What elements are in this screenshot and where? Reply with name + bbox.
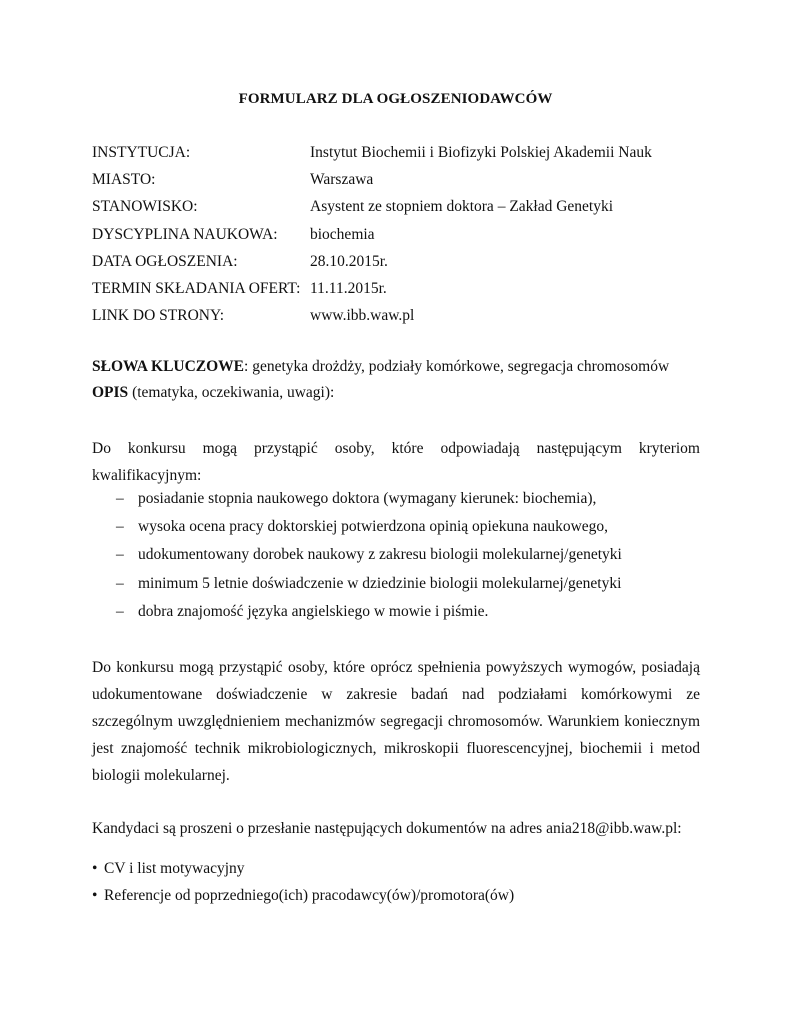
info-label: DYSCYPLINA NAUKOWA:	[92, 225, 278, 243]
info-row-institution	[92, 143, 712, 170]
list-item-text: minimum 5 letnie doświadczenie w dziedzinie biologii molekularnej/genetyki	[138, 574, 622, 592]
opis-label: OPIS	[92, 384, 129, 401]
opis-text: (tematyka, oczekiwania, uwagi):	[128, 384, 335, 401]
info-value: 28.10.2015r.	[310, 252, 388, 270]
keywords-label: SŁOWA KLUCZOWE	[92, 358, 245, 375]
info-label: MIASTO:	[92, 171, 156, 189]
list-item-text: udokumentowany dorobek naukowy z zakresu biologii molekularnej/genetyki	[138, 546, 622, 564]
info-table	[92, 143, 712, 333]
info-row-position	[92, 197, 712, 224]
list-item	[92, 886, 514, 913]
list-item	[116, 545, 706, 573]
list-item	[116, 574, 706, 602]
criteria-list	[116, 489, 706, 630]
website-link[interactable]: www.ibb.waw.pl	[310, 307, 415, 325]
intro-paragraph	[92, 435, 700, 489]
list-item	[116, 602, 706, 630]
documents-list	[92, 859, 514, 913]
info-row-city	[92, 170, 712, 197]
paragraph-line: Do konkursu mogą przystąpić osoby, które odpowiadają następującym kryteriom	[92, 440, 700, 457]
list-item-text: Referencje od poprzedniego(ich) pracodawcy(ów)/promotora(ów)	[104, 887, 515, 904]
dash-marker: –	[116, 518, 124, 536]
paragraph-line: szczególnym uwzględnieniem mechanizmów segregacji chromosomów. Warunkiem koniecznym	[92, 713, 700, 730]
dash-marker: –	[116, 490, 124, 507]
info-label: DATA OGŁOSZENIA:	[92, 252, 238, 270]
info-value: Asystent ze stopniem doktora – Zakład Genetyki	[310, 198, 614, 216]
requirements-paragraph	[92, 654, 700, 789]
info-value: 11.11.2015r.	[310, 279, 387, 297]
info-row-discipline	[92, 225, 712, 252]
info-value: biochemia	[310, 225, 375, 243]
info-label: INSTYTUCJA:	[92, 144, 191, 161]
info-value: Warszawa	[310, 171, 374, 189]
list-item-text: wysoka ocena pracy doktorskiej potwierdzona opinią opiekuna naukowego,	[138, 518, 609, 536]
paragraph-line: kwalifikacyjnym:	[92, 467, 202, 484]
paragraph-line: Do konkursu mogą przystąpić osoby, które oprócz spełnienia powyższych wymogów, posiadają	[92, 659, 700, 676]
list-item	[92, 859, 514, 886]
info-label: TERMIN SKŁADANIA OFERT:	[92, 279, 301, 297]
list-item	[116, 517, 706, 545]
keywords-text: : genetyka drożdży, podziały komórkowe, segregacja chromosomów	[244, 358, 670, 375]
info-label: LINK DO STRONY:	[92, 307, 225, 325]
info-label: STANOWISKO:	[92, 198, 198, 216]
dash-marker: –	[116, 574, 124, 592]
paragraph-line: jest znajomość technik mikrobiologicznych, mikroskopii fluorescencyjnej, biochemii i metod	[92, 740, 700, 757]
info-row-deadline	[92, 279, 712, 306]
documents-intro: Kandydaci są proszeni o przesłanie następujących dokumentów na adres ania218@ibb.waw.pl:	[92, 820, 682, 837]
bullet-marker: •	[92, 887, 98, 904]
dash-marker: –	[116, 546, 124, 564]
dash-marker: –	[116, 602, 124, 620]
paragraph-line: biologii molekularnej.	[92, 767, 230, 784]
opis-line	[92, 383, 712, 409]
info-row-link	[92, 306, 712, 333]
info-value: Instytut Biochemii i Biofizyki Polskiej Akademii Nauk	[310, 144, 652, 161]
bullet-marker: •	[92, 860, 98, 877]
list-item	[116, 489, 706, 517]
list-item-text: CV i list motywacyjny	[104, 860, 245, 877]
info-row-announcement-date	[92, 252, 712, 279]
list-item-text: posiadanie stopnia naukowego doktora (wymagany kierunek: biochemia),	[138, 490, 597, 507]
list-item-text: dobra znajomość języka angielskiego w mowie i piśmie.	[138, 602, 489, 620]
paragraph-line: udokumentowane doświadczenie w zakresie badań nad podziałami komórkowymi ze	[92, 686, 700, 703]
page-title: FORMULARZ DLA OGŁOSZENIODAWCÓW	[238, 91, 553, 107]
keywords-line	[92, 357, 712, 383]
keywords-section	[92, 357, 712, 409]
